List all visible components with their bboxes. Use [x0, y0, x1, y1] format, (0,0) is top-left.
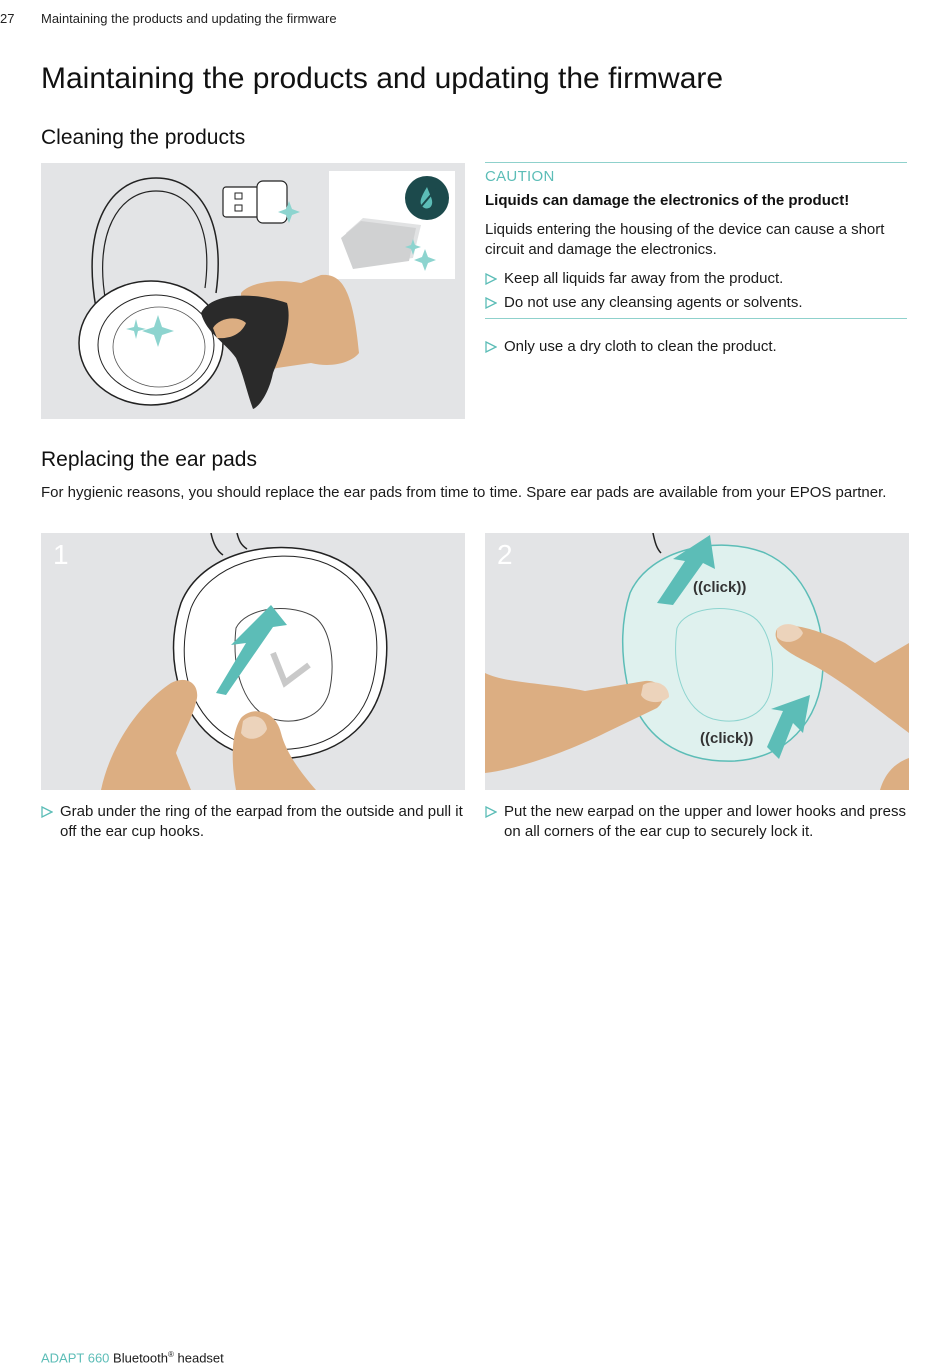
headset-cleaning-drawing — [41, 163, 465, 419]
step-2-instruction-text: Put the new earpad on the upper and lower hooks and press on all corners of the ear cup to securely lock it. — [504, 803, 906, 840]
click-label-text: click — [710, 730, 744, 747]
ear-pads-intro: For hygienic reasons, you should replace the ear pads from time to time. Spare ear pads are available from your EPOS partner. — [41, 484, 887, 501]
earpad-removal-drawing — [41, 533, 465, 790]
caution-bullet — [485, 293, 907, 313]
click-label-text: click — [703, 579, 737, 596]
caution-bullet-text: Keep all liquids far away from the product. — [504, 270, 784, 287]
bullet-triangle-icon — [485, 341, 497, 353]
footer-product: Bluetooth — [113, 1350, 168, 1366]
step-number: 1 — [53, 539, 69, 570]
section-heading-ear-pads: Replacing the ear pads — [41, 448, 257, 471]
caution-bullet — [485, 269, 907, 289]
step-2-illustration — [485, 533, 909, 790]
caution-label: CAUTION — [485, 168, 555, 185]
page-title: Maintaining the products and updating the firmware — [41, 62, 724, 95]
cleaning-illustration — [41, 163, 465, 419]
step-1-instruction-text: Grab under the ring of the earpad from the outside and pull it off the ear cup hooks. — [60, 803, 463, 840]
step-1-illustration — [41, 533, 465, 790]
bullet-triangle-icon — [485, 273, 497, 285]
section-heading-cleaning: Cleaning the products — [41, 126, 246, 149]
caution-bottom-rule — [485, 318, 907, 319]
cleaning-instruction — [485, 337, 907, 357]
page-footer — [41, 1350, 224, 1365]
earpad-attach-drawing — [485, 533, 909, 790]
step-1-instruction — [41, 802, 465, 842]
caution-bullet-text: Do not use any cleansing agents or solvents. — [504, 294, 803, 311]
page-number: 27 — [0, 11, 15, 26]
bullet-triangle-icon — [485, 806, 497, 818]
caution-body: Liquids entering the housing of the device can cause a short circuit and damage the electronics. — [485, 221, 885, 258]
registered-mark: ® — [167, 1350, 174, 1359]
running-title: Maintaining the products and updating the firmware — [41, 11, 337, 26]
step-number: 2 — [497, 539, 513, 570]
cleaning-instruction-text: Only use a dry cloth to clean the product. — [504, 338, 777, 355]
footer-model: ADAPT 660 — [41, 1350, 110, 1366]
caution-top-rule — [485, 162, 907, 163]
click-label: ((click)) — [700, 730, 754, 747]
click-label: ((click)) — [693, 579, 747, 596]
caution-heading: Liquids can damage the electronics of the product! — [485, 192, 850, 209]
footer-suffix: headset — [177, 1350, 224, 1366]
bullet-triangle-icon — [485, 297, 497, 309]
step-2-instruction — [485, 802, 909, 842]
bullet-triangle-icon — [41, 806, 53, 818]
